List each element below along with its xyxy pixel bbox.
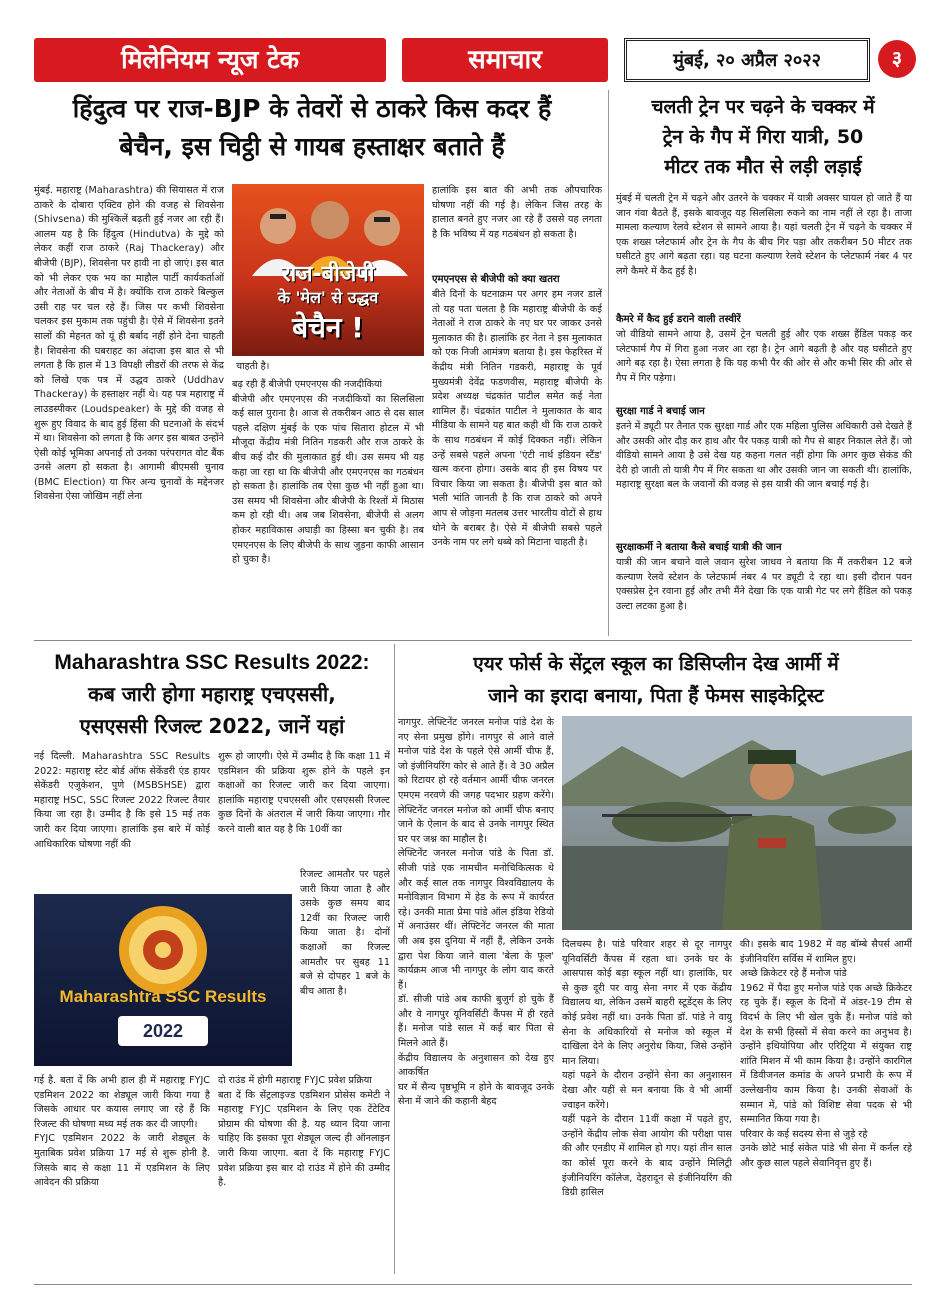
story1-col3: बीते दिनों के घटनाक्रम पर अगर हम नजर डालें तो यह पता चलता है कि महाराष्ट्र बीजेपी के कई नेताओं ने राज ठाकरे के नए घर पर जाकर उनसे मुलाकात की है। हालांकि हर नेता ने इस मुलाकात को एक निजी आमंत्रण बताया है। इस फेहरिस्त में केंद्रीय मंत्री नितिन गडकरी, महाराष्ट्र के पूर्व मुख्यमंत्री देवेंद्र फडणवीस, महाराष्ट्र बीजेपी के प्रदेश अध्यक्ष चंद्रकांत पाटील समेत कई नेता शामिल हैं। चंद्रकांत पाटील ने मुलाकात के बाद मीडिया के सामने यह बात कही थी कि राज ठाकरे के साथ गठबंधन में कोई दिक्कत नहीं। लेकिन उन्हें सबसे पहले अपना 'एंटी नार्थ इंडियन स्टैंड' खत्म करना होगा। उसके बाद ही इस विषय पर विचार किया जा सकता है। बीजेपी इस बात को भली भांति जानती है कि राज ठाकरे को अपने आप से जोड़ना मतलब उत्तर भारतीय वोटों से हाथ धोने के बराबर है। ऐसे में बीजेपी सबसे पहले उनके नाम पर लगे धब्बे को मिटाना चाहती है। — [432, 289, 602, 549]
brand-title: मिलेनियम न्यूज टेक — [121, 45, 299, 74]
photo-caption-line2: के 'मेल' से उद्धव — [277, 288, 379, 307]
masthead — [34, 38, 912, 82]
story4-col2: दिलचस्प है। पांडे परिवार शहर से दूर नागपुर यूनिवर्सिटी कैंपस में रहता था। उनके घर के आसपास कोई बड़ा स्कूल नहीं था। हालांकि, घर से कुछ दूरी पर वायु सेना नगर में एक केंद्रीय विद्यालय था, लेकिन उसमें बाहरी स्टूडेंट्स के लिए कोई प्रवेश नहीं था। उनके पिता डॉ. पांडे ने वायु सेना के अधिकारियों से मनोज को स्कूल में दाखिला देने के लिए अनुरोध किया, जिसे उन्होंने मान लिया। यहां पढ़ने के दौरान उन्होंने सेना का अनुशासन देखा और यहीं से मन बनाया कि वे भी आर्मी ज्वाइन करेंगे। यहीं पढ़ने के दौरान 11वीं कक्षा में पढ़ते हुए, उन्होंने केंद्रीय लोक सेवा आयोग की परीक्षा पास की और एनडीए में शामिल हो गए। यहां तीन साल का कोर्स पूरा करने के बाद उन्होंने मिलिट्री इंजीनियरिंग कॉलेज, देहरादून से इंजीनियरिंग की डिग्री हासिल — [562, 939, 732, 1199]
masthead-brand — [34, 38, 386, 82]
dateline-box — [624, 38, 870, 82]
story4-col3: की। इसके बाद 1982 में वह बॉम्बे सैपर्स आर्मी इंजीनियरिंग सर्विस में शामिल हुए। अच्छे क्रिकेटर रहे हैं मनोज पांडे 1962 में पैदा हुए मनोज पांडे एक अच्छे क्रिकेटर रह चुके हैं। स्कूल के दिनों में अंडर-19 टीम से विदर्भ के लिए भी खेल चुके हैं। मनोज पांडे को देश के सभी हिस्सों में सेवा करने का अनुभव है। उन्होंने इथियोपिया और एरिट्रिया में संयुक्त राष्ट्र शांति मिशन में भी काम किया है। उन्होंने कारगिल में डिवीजनल कमांड के अपने प्रभारी के रूप में उल्लेखनीय काम किया है। उनकी सेवाओं के सम्मान में, पांडे को विशिष्ट सेवा पदक से भी सम्मानित किया गया है। परिवार के कई सदस्य सेना से जुड़े रहे उनके छोटे भाई संकेत पांडे भी सेना में कर्नल रहे और कुछ साल पहले सेवानिवृत्त हुए हैं। — [740, 939, 912, 1169]
story4-col1: नागपुर. लेफ्टिनेंट जनरल मनोज पांडे देश के नए सेना प्रमुख होंगे। नागपुर से आने वाले मनोज पांडे देश के पहले ऐसे आर्मी चीफ हैं, जो इंजीनियरिंग कोर से आते हैं। वे 30 अप्रैल को रिटायर हो रहे वर्तमान आर्मी चीफ जनरल एमएम नरवणे की जगह पदभार ग्रहण करेंगे। लेफ्टिनेंट जनरल मनोज को आर्मी चीफ बनाए जाने के ऐलान के बाद से उनके नागपुर स्थित घर पर जश्न का माहौल है। लेफ्टिनेंट जनरल मनोज पांडे के पिता डॉ. सीजी पांडे एक नामचीन मनोचिकित्सक थे और कई साल तक नागपुर विश्वविद्यालय के मनोविज्ञान विभाग में हेड के रूप में कार्यरत रहे। उनकी माता प्रेमा पांडे ऑल इंडिया रेडियो में अनाउंसर थीं। लेफ्टिनेंट जनरल की माता जी अब इस दुनिया में नहीं हैं, लेकिन उनके द्वारा पेश किया जाने वाला 'बेला के फूल' कार्यक्रम आज भी नागपुर के लोग याद करते हैं। डॉ. सीजी पांडे अब काफी बुजुर्ग हो चुके हैं और वे नागपुर यूनिवर्सिटी कैंपस में ही रहते हैं। मनोज पांडे साल में कई बार पिता से मिलने आते हैं। केंद्रीय विद्यालय के अनुशासन को देख हुए आकर्षित घर में सैन्य पृष्ठभूमि न होने के बावजूद उनके सेना में जाने की कहानी बेहद — [398, 717, 554, 1108]
story3-headline-line1: Maharashtra SSC Results 2022: — [54, 651, 370, 674]
page-bottom-rule — [34, 1284, 912, 1285]
story2-para2: जो वीडियो सामने आया है, उसमें ट्रेन चलती हुई और एक शख्स हैंडिल पकड़ कर प्लेटफार्म गैप में गिरा हुआ नजर आ रहा है। ट्रेन आगे बढ़ती है और यह घसीटते हुए आगे बढ़ रहा है। ऐसा लगता है कि यह कभी पैर की ओर से और कभी सिर की ओर से गैप में गिर पड़ेगा। — [616, 329, 912, 384]
story3-col2-narrow: रिजल्ट आमतौर पर पहले जारी किया जाता है और उसके कुछ समय बाद 12वीं का रिजल्ट जारी किया जाता है। दोनों कक्षाओं का रिजल्ट आमतौर पर सुबह 11 बजे से दोपहर 1 बजे के बीच आता है। — [300, 869, 390, 997]
section-rule — [34, 640, 912, 641]
story1-col3-top: हालांकि इस बात की अभी तक औपचारिक घोषणा नहीं की गई है। लेकिन जिस तरह के हालात बनते हुए नजर आ रहे हैं उससे यह लगता है कि भविष्य में यह गठबंधन हो सकता है। — [432, 185, 602, 240]
story2-para1: मुंबई में चलती ट्रेन में चढ़ने और उतरने के चक्कर में यात्री अक्सर घायल हो जाते हैं या जान गंवा बैठते हैं, इसके बावजूद यह सिलसिला रुकने का नाम नहीं ले रहा है। ताजा मामला कल्याण रेलवे स्टेशन से सामने आया है। यहां चलती ट्रेन में चढ़ने के चक्कर में एक शख्स प्लेटफार्म और ट्रेन के गैप के बीच गिर पड़ा और तकरीबन 50 मीटर तक घसीटते हुए आगे बढ़ता रहा। यह घटना कल्याण रेलवे स्टेशन के प्लेटफार्म नंबर 4 पर लगे कैमरे में कैद हुई है। — [616, 193, 912, 277]
story-divider-vertical — [608, 90, 609, 636]
story4-headline-line2: जाने का इरादा बनाया, पिता हैं फेमस साइकेट्रिस्ट — [488, 685, 824, 707]
story1-col3-subhead: एमएनएस से बीजेपी को क्या खतरा — [432, 274, 560, 285]
helicopter-and-officer-illustration — [562, 716, 912, 930]
ssc-logo-caption: Maharashtra SSC Results — [59, 987, 267, 1006]
story3-bottom-col1: गई है. बता दें कि अभी हाल ही में महाराष्ट्र FYJC एडमिशन 2022 का शेड्यूल जारी किया गया है जिसके आधार पर कयास लगाए जा रहे हैं कि रिजल्ट की घोषणा मध्य मई तक कर दी जाएगी। FYJC एडमिशन 2022 के जारी शेड्यूल के मुताबिक प्रवेश प्रक्रिया 17 मई से शुरू होनी है. जिसके बाद से कक्षा 11 में एडमिशन के लिए आवेदन की प्रक्रिया — [34, 1075, 210, 1189]
story1-col1: मुंबई. महाराष्ट्र (Maharashtra) की सियासत में राज ठाकरे के दोबारा एक्टिव होने की वजह से शिवसेना (Shivsena) की मुश्किलें बढ़ती हुई नजर आ रही हैं। आलम यह है कि हिंदुत्व (Hindutva) के मुद्दे को लेकर कहीं राज ठाकरे (Raj Thackeray) और बीजेपी (BJP), शिवसेना पर हावी ना हो जाएं। इस बात को भी लेकर एक भय का माहौल पार्टी कार्यकर्ताओं और नेताओं के बीच में है। क्योंकि राज ठाकरे बिल्कुल उसी राह पर चल रहे हैं। जिस पर कभी शिवसेना चलकर इस मुकाम तक पहुंची है। ऐसे में शिवसेना इतने सालों की मेहनत को यूं ही बर्बाद नहीं होने देना चाहती है। शिवसेना की घबराहट का अंदाजा इस बात से भी लगता है कि हाल में 13 विपक्षी लीडरों की तरफ से केंद्र को लिखे एक पत्र में उद्धव ठाकरे (Uddhav Thackeray) के हस्ताक्षर नहीं थे। यह पत्र महाराष्ट्र में लाउडस्पीकर (Loudspeaker) के मुद्दे की वजह से शुरू हुए विवाद के बाद हुई हिंसा की घटनाओं के संदर्भ में था। शिवसेना को लगता है कि अगर इस बाबत उन्होंने ऐसी कोई भूमिका अपनाई तो उनका परंपरागत वोट बैंक उनसे अलग हो सकता है। आगामी बीएमसी चुनाव (BMC Election) या फिर अन्य चुनावों के मद्देनजर शिवसेना ऐसा जोखिम नहीं लेना — [34, 185, 224, 503]
photo-caption-line1: राज-बीजेपी — [281, 262, 375, 287]
story4-headline — [400, 648, 912, 712]
story2-subhead2: सुरक्षा गार्ड ने बचाई जान — [616, 406, 705, 417]
dateline: मुंबई, २० अप्रैल २०२२ — [673, 50, 821, 71]
story1-headline — [34, 90, 590, 180]
story2-para3: इतने में ड्यूटी पर तैनात एक सुरक्षा गार्ड और एक महिला पुलिस अधिकारी उसे देखते हैं और उसकी ओर दौड़ कर हाथ और पैर पकड़ यात्री को गैप से बाहर निकाल लेते हैं। जो वीडियो सामने आया है उसे देख यह कहना गलत नहीं होगा कि अगर कुछ सेकंड की देरी हो जाती तो यात्री गैप में गिर सकता था और उसकी जान जा सकती थी। हालांकि, महाराष्ट्र सुरक्षा बल के जवानों की वजह से इस यात्री की जान बचाई गई है। — [616, 421, 912, 491]
story2-headline-line1: चलती ट्रेन पर चढ़ने के चक्कर में — [651, 96, 875, 118]
story1-col2-top: चाहती है। — [236, 361, 270, 372]
story3-headline-line3: एसएससी रिजल्ट 2022, जानें यहां — [79, 714, 345, 738]
story1-headline-line2: बेचैन, इस चिट्ठी से गायब हस्ताक्षर बताते हैं — [119, 132, 505, 161]
story2-headline-line2: ट्रेन के गैप में गिरा यात्री, 50 — [662, 126, 864, 148]
page-number: ३ — [891, 46, 903, 70]
photo-caption-line3: बेचैन ! — [292, 311, 364, 344]
story1-headline-line1: हिंदुत्व पर राज-BJP के तेवरों से ठाकरे किस कदर हैं — [72, 94, 552, 123]
story3-headline — [34, 648, 390, 744]
story1-col2: बढ़ रही हैं बीजेपी एमएनएस की नजदीकियां बीजेपी और एमएनएस की नजदीकियों का सिलसिला कई साल पुराना है। आज से तकरीबन आठ से दस साल पहले दक्षिण मुंबई के एक पांच सितारा होटल में भी मौजूदा केंद्रीय मंत्री नितिन गडकरी और राज ठाकरे के बीच कई दौर की मुलाकात हुई थी। उस समय भी यह कहा जा रहा था कि बीजेपी और एमएनएस का गठबंधन हो सकता है। हालांकि तब ऐसा कुछ भी नहीं हुआ था। उस समय भी शिवसेना और बीजेपी के रिश्तों में मिठास कम हो रही थी। अब जब शिवसेना, बीजेपी से अलग होकर महाविकास अघाड़ी का हिस्सा बन चुकी है। तब एमएनएस के लिए बीजेपी के साथ जुड़ना काफी आसान हो चुका है। — [232, 379, 424, 566]
story2-subhead1: कैमरे में कैद हुई डराने वाली तस्वीरें — [616, 314, 741, 325]
story4-headline-line1: एयर फोर्स के सेंट्रल स्कूल का डिसिप्लीन देख आर्मी में — [473, 653, 839, 675]
ssc-logo-year: 2022 — [142, 1021, 184, 1041]
story2-para4: यात्री की जान बचाने वाले जवान सुरेश जाधव ने बताया कि मैं तकरीबन 12 बजे कल्याण रेलवे स्टेशन के प्लेटफार्म नंबर 4 पर ड्यूटी दे रहा था। इसी दौरान पवन एक्सप्रेस ट्रेन रवाना हुई और तभी मैंने देखा कि एक यात्री गेट पर लगे हैंडिल को पकड़ उल्टा लटका हुआ है। — [616, 557, 912, 612]
ssc-results-logo — [34, 894, 292, 1066]
army-chief-photo — [562, 716, 912, 930]
section-title: समाचार — [468, 45, 542, 75]
story2-headline — [614, 92, 912, 188]
masthead-section — [402, 38, 608, 82]
story2-headline-line3: मीटर तक मौत से लड़ी लड़ाई — [664, 156, 862, 178]
story1-photo — [232, 184, 424, 356]
story-divider-vertical-2 — [394, 644, 395, 1274]
story3-col1: नई दिल्ली. Maharashtra SSC Results 2022: महाराष्ट्र स्टेट बोर्ड ऑफ सेकेंडरी एंड हायर सेकेंडरी एजुकेशन, पुणे (MSBSHSE) द्वारा महाराष्ट्र HSC, SSC रिजल्ट 2022 रिजल्ट तैयार किया जा रहा है। उम्मीद है कि इसे 15 मई तक जारी कर दिया जाएगा। हालांकि इस बारे में कोई आधिकारिक घोषणा नहीं की — [34, 751, 210, 850]
story3-col2-top: शुरू हो जाएगी। ऐसे में उम्मीद है कि कक्षा 11 में एडमिशन की प्रक्रिया शुरू होने के पहले इन कक्षाओं का रिजल्ट जारी कर दिया जाएगा। हालांकि महाराष्ट्र एचएससी और एसएससी रिजल्ट कुछ दिनों के अंतराल में जारी किया जाएगा। गौर करने वाली बात यह है कि 10वीं का — [218, 751, 390, 835]
story3-bottom-col2: दो राउंड में होगी महाराष्ट्र FYJC प्रवेश प्रक्रिया बता दें कि सेंट्रलाइज्ड एडमिशन प्रोसेस कमेटी ने महाराष्ट्र FYJC एडमिशन के लिए एक टेंटेटिव प्रोग्राम की घोषणा की है. यह ध्यान दिया जाना चाहिए कि इसका पूरा शेड्यूल जल्द ही ऑनलाइन जारी किया जाएगा. बता दें कि महाराष्ट्र FYJC प्रवेश प्रक्रिया इस बार दो राउंड में होने की उम्मीद है. — [218, 1075, 390, 1189]
story2-subhead3: सुरक्षाकर्मी ने बताया कैसे बचाई यात्री की जान — [616, 542, 782, 553]
page-number-badge — [878, 40, 916, 78]
story3-headline-line2: कब जारी होगा महाराष्ट्र एचएससी, — [88, 682, 336, 706]
ssc-logo-year-box — [118, 1016, 208, 1046]
